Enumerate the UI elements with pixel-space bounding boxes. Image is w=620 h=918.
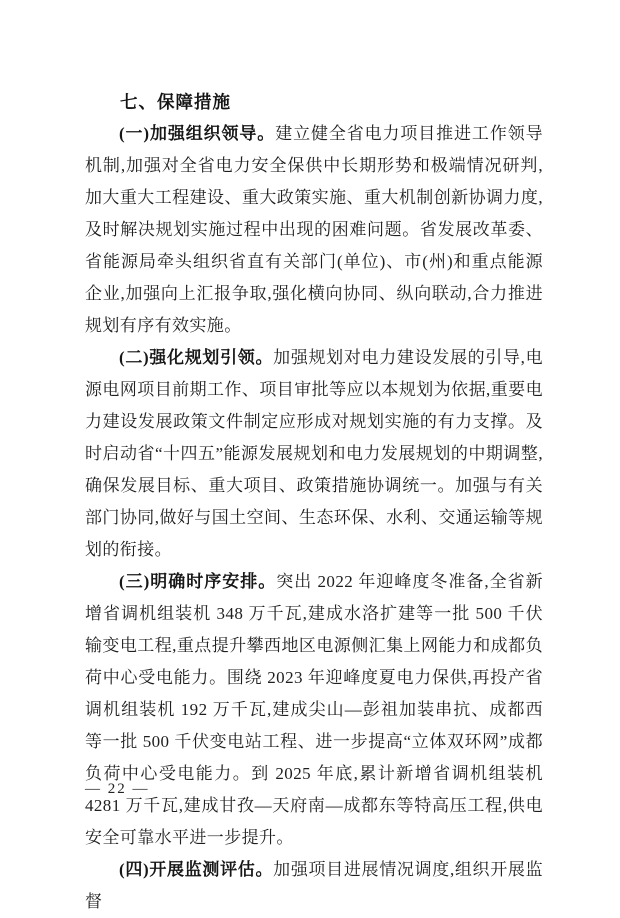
paragraph-body: 加强规划对电力建设发展的引导,电源电网项目前期工作、项目审批等应以本规划为依据,重要电力建设发展政策文件制定应形成对规划实施的有力支撑。及时启动省“十四五”能源发展规划和电力发展规划的中期调整,确保发展目标、重大项目、政策措施协调统一。加强与有关部门协同,做好与国土空间、生态环保、水利、交通运输等规划的衔接。 <box>85 348 543 559</box>
paragraph <box>85 118 543 342</box>
paragraph-body: 加强项目进展情况调度,组织开展监督 <box>85 860 543 911</box>
section-heading: 七、保障措施 <box>120 92 231 112</box>
paragraph-lead: (三)明确时序安排。 <box>119 572 277 591</box>
paragraph-body: 建立健全省电力项目推进工作领导机制,加强对全省电力安全保供中长期形势和极端情况研判,加大重大工程建设、重大政策实施、重大机制创新协调力度,及时解决规划实施过程中出现的困难问题。省发展改革委、省能源局牵头组织省直有关部门(单位)、市(州)和重点能源企业,加强向上汇报争取,强化横向协同、纵向联动,合力推进规划有序有效实施。 <box>85 124 543 335</box>
document-content <box>85 86 543 918</box>
paragraph-body: 突出 2022 年迎峰度冬准备,全省新增省调机组装机 348 万千瓦,建成水洛扩建等一批 500 千伏输变电工程,重点提升攀西地区电源侧汇集上网能力和成都负荷中心受电能力。围绕 2023 年迎峰度夏电力保供,再投产省调机组装机 192 万千瓦,建成尖山—彭祖加装串抗、成都西等一批 500 千伏变电站工程、进一步提高“立体双环网”成都负荷中心受电能力。到 2025 年底,累计新增省调机组装机 4281 万千瓦,建成甘孜—天府南—成都东等特高压工程,供电安全可靠水平进一步提升。 <box>85 572 543 847</box>
page-number: — 22 — <box>85 781 150 797</box>
paragraph <box>85 854 543 918</box>
paragraph-lead: (二)强化规划引领。 <box>119 348 274 367</box>
paragraph-lead: (一)加强组织领导。 <box>119 124 276 143</box>
paragraph <box>85 566 543 854</box>
paragraph-lead: (四)开展监测评估。 <box>119 860 274 879</box>
paragraph <box>85 342 543 566</box>
